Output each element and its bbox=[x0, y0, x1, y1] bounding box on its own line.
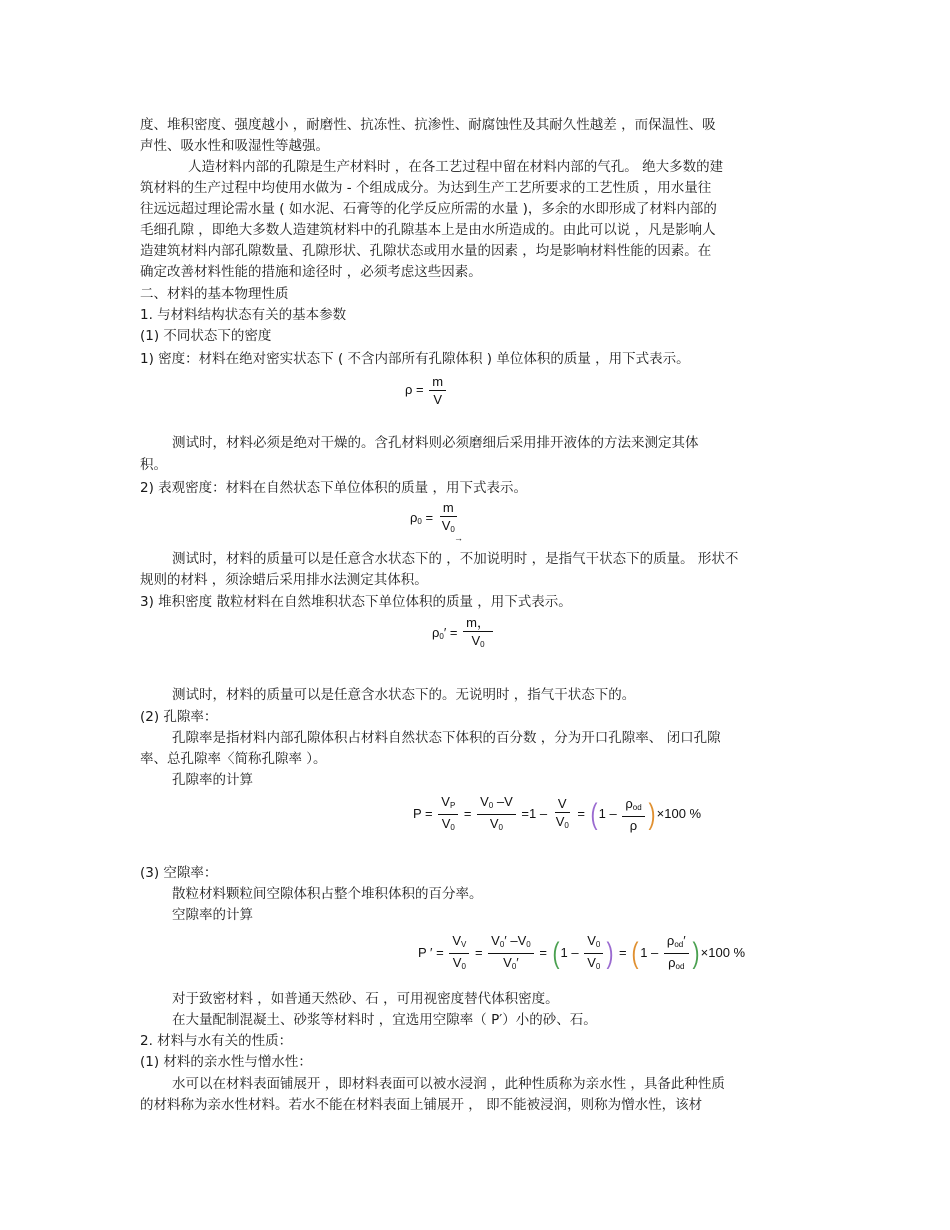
text-line: 规则的材料 ，须涂蜡后采用排水法测定其体积。 bbox=[140, 572, 428, 588]
subsection-heading: 1. 与材料结构状态有关的基本参数 bbox=[140, 307, 347, 323]
formula-lhs: ρ bbox=[405, 381, 413, 397]
section-heading: 二、材料的基本物理性质 bbox=[140, 286, 289, 302]
text-line: 度、堆积密度、强度越小 ，耐磨性、抗冻性、抗渗性、耐腐蚀性及其耐久性越差 ，而保温性、吸 bbox=[140, 117, 716, 133]
text-line: 散粒材料颗粒间空隙体积占整个堆积体积的百分率。 bbox=[172, 886, 483, 902]
fraction: $\frac{m}{V}$ bbox=[429, 374, 446, 407]
text-line: 1) 密度：材料在绝对密实状态下 ( 不含内部所有孔隙体积 ) 单位体积的质量 ，用下式表示。 bbox=[140, 351, 690, 367]
fraction: $\frac{m,}{V_0}$ bbox=[463, 615, 493, 652]
text-line: 对于致密材料 ，如普通天然砂、石 ，可用视密度替代体积密度。 bbox=[172, 991, 559, 1007]
text-line: 2) 表观密度：材料在自然状态下单位体积的质量 ，用下式表示。 bbox=[140, 480, 527, 496]
subsection-heading: (3) 空隙率： bbox=[140, 865, 218, 881]
subsection-heading: (1) 材料的亲水性与憎水性： bbox=[140, 1054, 312, 1070]
text-line: 孔隙率的计算 bbox=[172, 772, 253, 788]
text-line: 声性、吸水性和吸湿性等越强。 bbox=[140, 138, 329, 154]
subsection-heading: (2) 孔隙率： bbox=[140, 709, 218, 725]
subsection-heading: 2. 材料与水有关的性质： bbox=[140, 1033, 293, 1049]
text-line: 确定改善材料性能的措施和途径时 ，必须考虑这些因素。 bbox=[140, 264, 482, 280]
bulk-density-formula: $\rho_0'$ = $\frac{m,}{V_0}$ bbox=[432, 615, 495, 652]
text-line: 测试时，材料的质量可以是任意含水状态下的。无说明时 ，指气干状态下的。 bbox=[172, 687, 636, 703]
fraction: $\frac{m}{V_0}$ bbox=[441, 500, 455, 534]
text-line: 在大量配制混凝土、砂浆等材料时 ，宜选用空隙率（ P′）小的砂、石。 bbox=[172, 1012, 597, 1028]
porosity-formula: P = $\frac{V_P}{V_0}$ = $\frac{V_0 -V}{V_0}$ =1 – $\frac{V}{V_0}$ = ( 1 – $\frac{\rho_{od}}{\rho}$ ) ×100 % bbox=[413, 794, 702, 833]
text-line: 水可以在材料表面铺展开 ，即材料表面可以被水浸润 ，此种性质称为亲水性 ，具备此种性质 bbox=[172, 1076, 725, 1092]
density-formula: ρ = $\frac{m}{V}$ bbox=[405, 374, 448, 407]
text-line: 测试时，材料的质量可以是任意含水状态下的 ，不加说明时 ，是指气干状态下的质量。 形状不 bbox=[172, 551, 739, 567]
text-line: 孔隙率是指材料内部孔隙体积占材料自然状态下体积的百分数 ，分为开口孔隙率、 闭口孔隙 bbox=[172, 730, 721, 746]
text-line: 空隙率的计算 bbox=[172, 907, 253, 923]
subsection-heading: (1) 不同状态下的密度 bbox=[140, 328, 272, 344]
text-line: 积。 bbox=[140, 457, 167, 473]
apparent-density-formula: $\rho_0$ = $\frac{m}{V_0}$ → bbox=[410, 500, 463, 543]
text-line: 筑材料的生产过程中均使用水做为 - 个组成成分。为达到生产工艺所要求的工艺性质 ，用水量往 bbox=[140, 180, 712, 196]
text-line: 率、总孔隙率〈简称孔隙率 ）。 bbox=[140, 751, 327, 767]
void-ratio-formula: P ′ = $\frac{V_V}{V_0}$ = $\frac{V_0' -V_0}{V_0'}$ = ( 1 – $\frac{V_0}{V_0}$ ) = ( 1 – $\frac{\rho_{od}'}{\rho_{od}}$ ) ×100 % bbox=[418, 933, 746, 971]
arrow-mark: → bbox=[454, 533, 463, 543]
text-line: 3) 堆积密度 散粒材料在自然堆积状态下单位体积的质量 ，用下式表示。 bbox=[140, 594, 572, 610]
text-line: 毛细孔隙 ，即绝大多数人造建筑材料中的孔隙基本上是由水所造成的。由此可以说 ，凡是影响人 bbox=[140, 222, 716, 238]
text-line: 的材料称为亲水性材料。若水不能在材料表面上铺展开 ， 即不能被浸润，则称为憎水性，该材 bbox=[140, 1097, 703, 1113]
text-line: 造建筑材料内部孔隙数量、孔隙形状、孔隙状态或用水量的因素 ，均是影响材料性能的因素。在 bbox=[140, 243, 712, 259]
text-line: 往远远超过理论需水量 ( 如水泥、石膏等的化学反应所需的水量 )，多余的水即形成了材料内部的 bbox=[140, 201, 717, 217]
text-line: 人造材料内部的孔隙是生产材料时 ，在各工艺过程中留在材料内部的气孔。 绝大多数的建 bbox=[188, 159, 724, 175]
text-line: 测试时，材料必须是绝对干燥的。含孔材料则必须磨细后采用排开液体的方法来测定其体 bbox=[172, 435, 699, 451]
